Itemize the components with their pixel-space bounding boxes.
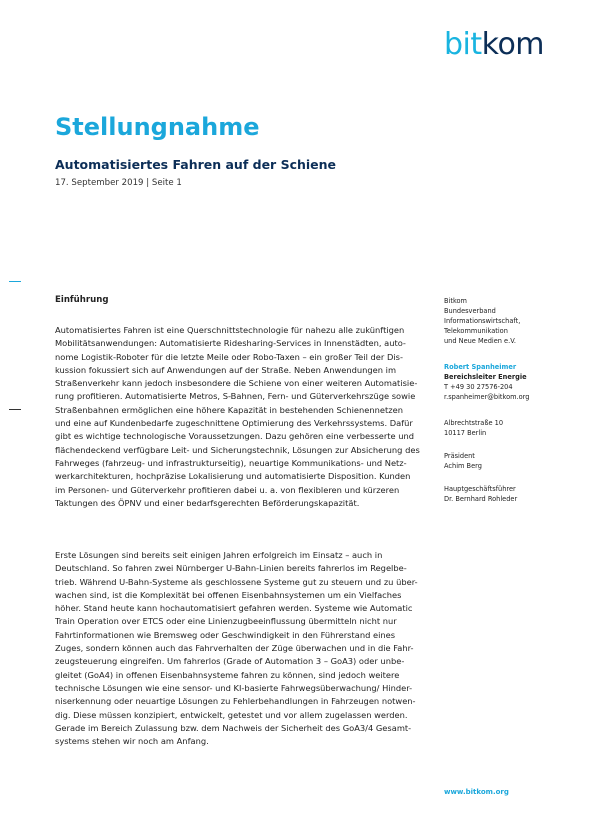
body-paragraph-1 [55, 324, 420, 510]
president-name: Achim Berg [444, 462, 482, 470]
text-line: niserkennung oder neuartige Lösungen zu Fehlerbehandlungen in Fahrzeugen notwen- [55, 696, 416, 707]
text-line: Mobilitätsanwendungen: Automatisierte Ridesharing-Services in Innenstädten, auto- [55, 338, 406, 349]
contact-name: Robert Spanheimer [444, 363, 517, 371]
sidebar-organization [444, 296, 584, 346]
contact-role: Bereichsleiter Energie [444, 373, 527, 381]
text-line: Gerade im Bereich Zulassung bzw. dem Nachweis der Sicherheit des GoA3/4 Gesamt- [55, 722, 412, 733]
text-line: höher. Stand heute kann hochautomatisiert gefahren werden. Systeme wie Automatic [55, 603, 413, 614]
text-line: Automatisiertes Fahren ist eine Querschnittstechnologie für nahezu alle zukünftigen [55, 325, 405, 335]
text-line: systems stehen wir noch am Anfang. [55, 736, 209, 747]
text-line: werkarchitekturen, hochpräzise Lokalisierung und automatisierte Disposition. Kunden [55, 471, 411, 482]
text-line: Straßenverkehr kann jedoch insbesondere die Schiene von einer weiteren Automatisie- [55, 378, 418, 389]
sidebar-president [444, 451, 584, 471]
org-line: Bundesverband [444, 307, 496, 315]
document-subtitle: Automatisiertes Fahren auf der Schiene [55, 157, 337, 172]
text-line: Zuges, sondern können auch das Fahrverhalten der Züge überwachen und in die Fahr- [55, 643, 414, 654]
text-line: zeugsteuerung eingreifen. Um fahrerlos (Grade of Automation 3 – GoA3) oder unbe- [55, 656, 405, 667]
text-line: nome Logistik-Roboter für die letzte Meile oder Robo-Taxen – ein großer Teil der Dis- [55, 351, 403, 362]
text-line: Deutschland. So fahren zwei Nürnberger U-Bahn-Linien bereits fahrerlos im Regelbe- [55, 563, 407, 574]
footer-website-link[interactable]: www.bitkom.org [444, 788, 509, 796]
text-line: technische Lösungen wie eine sensor- und KI-basierte Fahrwegsüberwachung/ Hinder- [55, 682, 413, 693]
contact-phone: T +49 30 27576-204 [444, 383, 513, 391]
org-line: Bitkom [444, 297, 467, 305]
text-line: Train Operation over ETCS oder eine Linienzugbeeinflussung übermitteln nicht nur [55, 616, 397, 627]
text-line: gibt es wichtige technologische Voraussetzungen. Dazu gehören eine verbesserte und [55, 431, 415, 442]
text-line: Fahrtinformationen wie Bremsweg oder Geschwindigkeit in den Führerstand eines [55, 629, 396, 640]
org-line: Informationswirtschaft, [444, 317, 521, 325]
section-heading: Einführung [55, 295, 109, 305]
fold-mark-accent [9, 281, 21, 282]
ceo-name: Dr. Bernhard Rohleder [444, 495, 518, 503]
text-line: und eine auf Kundenbedarfe zugeschnittene Optimierung des Verkehrssystems. Dafür [55, 418, 413, 429]
text-line: wachen sind, ist die Komplexität bei offenen Eisenbahnsystemen um ein Vielfaches [55, 589, 402, 600]
fold-mark [9, 409, 21, 410]
page-title: Stellungnahme [55, 113, 260, 141]
text-line: rung profitieren. Automatisierte Metros, S-Bahnen, Fern- und Güterverkehrszüge sowie [55, 391, 416, 402]
text-line: kussion fokussiert sich auf Anwendungen auf der Straße. Neben Anwendungen im [55, 364, 397, 375]
date-page-line: 17. September 2019 | Seite 1 [55, 178, 182, 188]
text-line: dig. Diese müssen konzipiert, entwickelt, getestet und vor allem zugelassen werden. [55, 709, 408, 720]
address-city: 10117 Berlin [444, 429, 487, 437]
address-street: Albrechtstraße 10 [444, 419, 504, 427]
text-line: trieb. Während U-Bahn-Systeme als geschlossene Systeme gut zu steuern und zu über- [55, 576, 418, 587]
text-line: Fahrweges (fahrzeug- und infrastrukturseitig), neuartige Kommunikations- und Netz- [55, 457, 407, 468]
logo-part-kom: kom [481, 27, 545, 62]
body-paragraph-2 [55, 549, 418, 748]
sidebar-address [444, 418, 584, 438]
text-line: Erste Lösungen sind bereits seit einigen Jahren erfolgreich im Einsatz – auch in [55, 550, 383, 560]
text-line: flächendeckend verfügbare Leit- und Sicherungstechnik, Lösungen zur Absicherung des [55, 444, 420, 455]
sidebar-ceo [444, 484, 584, 504]
sidebar-contact [444, 362, 584, 402]
org-line: und Neue Medien e.V. [444, 337, 516, 345]
text-line: gleitet (GoA4) in offenen Eisenbahnsysteme fahren zu können, sind jedoch weitere [55, 669, 400, 680]
president-label: Präsident [444, 452, 475, 460]
ceo-label: Hauptgeschäftsführer [444, 485, 516, 493]
text-line: Taktungen des ÖPNV und einer bedarfsgerechten Beförderungskapazität. [55, 497, 360, 508]
logo-part-bit: bit [444, 27, 482, 62]
bitkom-logo [444, 28, 544, 62]
contact-email: r.spanheimer@bitkom.org [444, 393, 530, 401]
text-line: Straßenbahnen ermöglichen eine höhere Kapazität in bestehenden Schienennetzen [55, 404, 403, 415]
org-line: Telekommunikation [444, 327, 508, 335]
text-line: im Personen- und Güterverkehr profitieren dabei u. a. von flexibleren und kürzeren [55, 484, 400, 495]
